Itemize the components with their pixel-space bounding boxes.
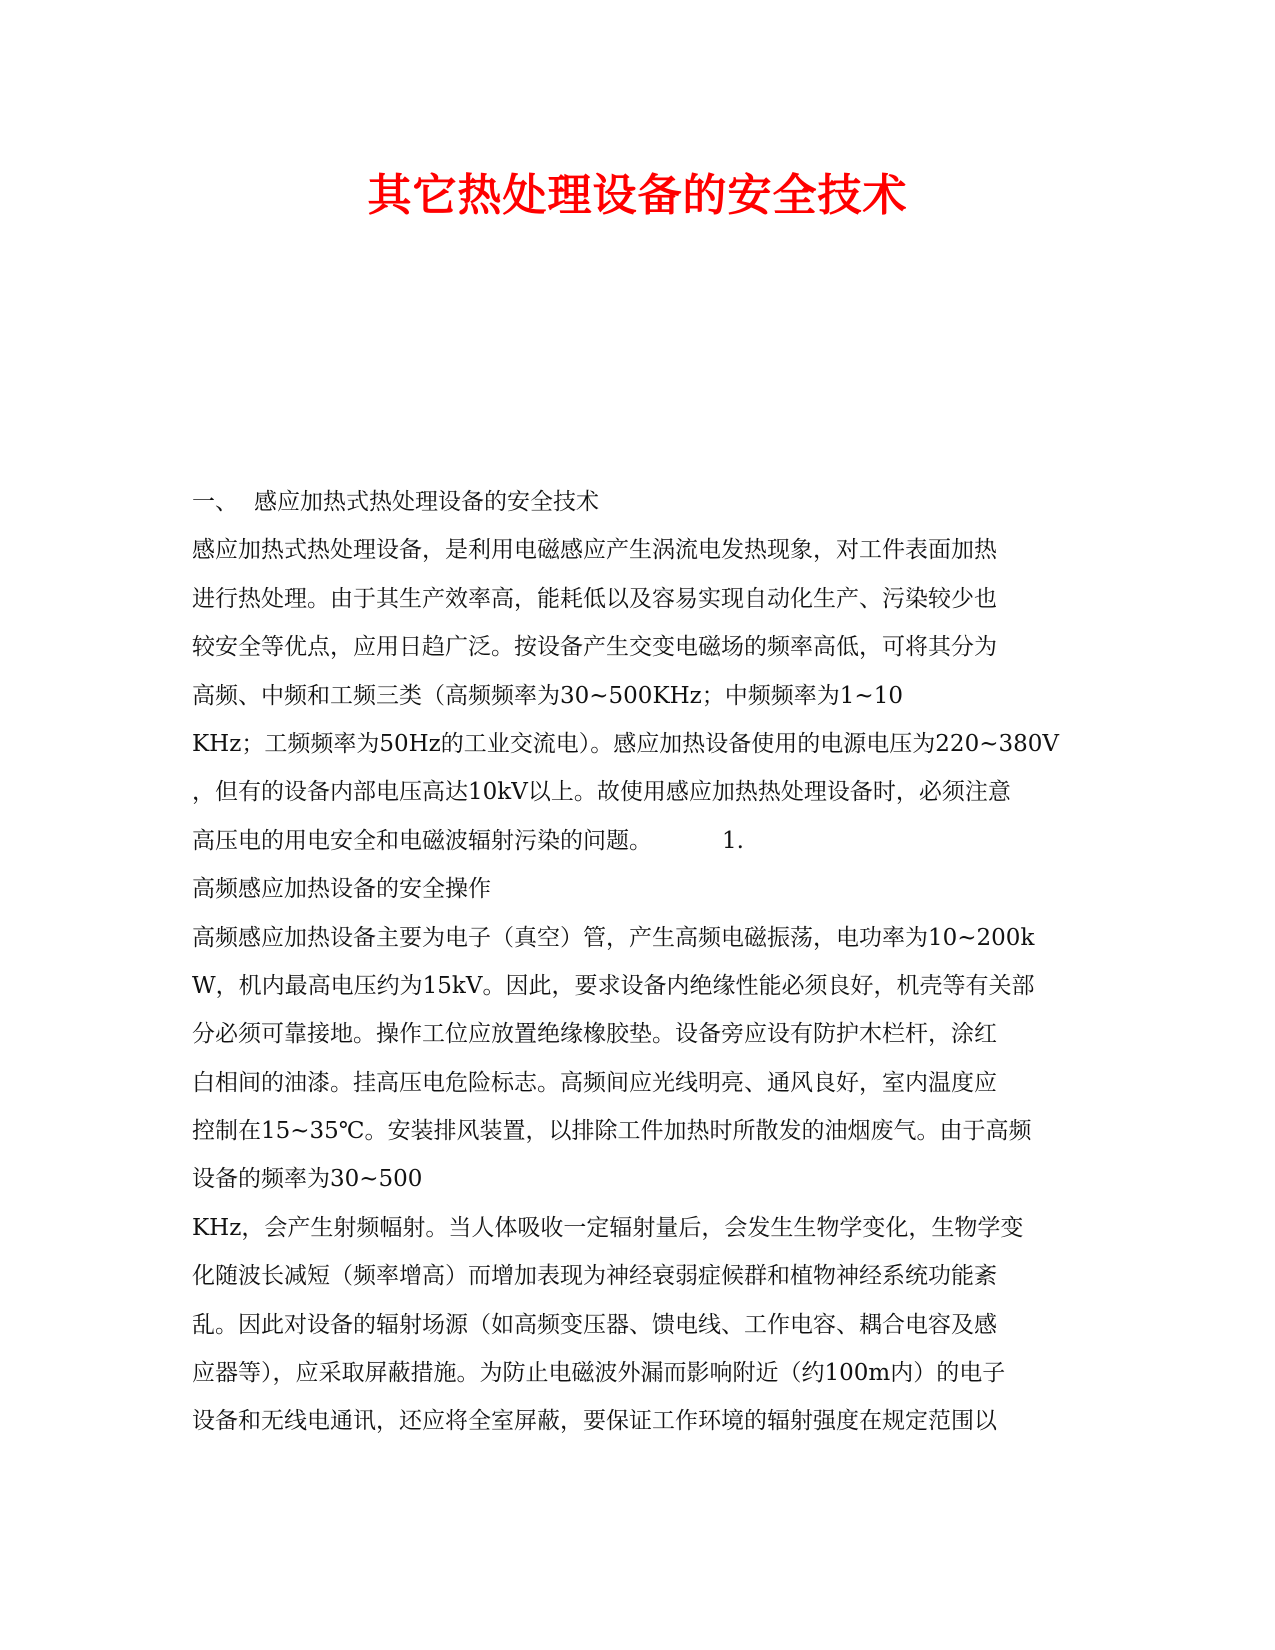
body-line: 进行热处理。由于其生产效率高，能耗低以及容易实现自动化生产、污染较少也: [192, 585, 997, 612]
body-line: 乱。因此对设备的辐射场源（如高频变压器、馈电线、工作电容、耦合电容及感: [192, 1311, 997, 1338]
subheading: 高频感应加热设备的安全操作: [192, 876, 491, 903]
body-line: 白相间的油漆。挂高压电危险标志。高频间应光线明亮、通风良好，室内温度应: [192, 1069, 997, 1096]
body-line: 设备的频率为30~500: [192, 1166, 423, 1193]
body-line: 分必须可靠接地。操作工位应放置绝缘橡胶垫。设备旁应设有防护木栏杆，涂红: [192, 1021, 997, 1048]
body-line: 感应加热式热处理设备，是利用电磁感应产生涡流电发热现象，对工件表面加热: [192, 537, 997, 564]
body-line: W，机内最高电压约为15kV。因此，要求设备内绝缘性能必须良好，机壳等有关部: [192, 972, 1035, 999]
body-line: 应器等），应采取屏蔽措施。为防止电磁波外漏而影响附近（约100m内）的电子: [192, 1360, 1006, 1387]
document-body: [192, 478, 1082, 1446]
document-title: 其它热处理设备的安全技术: [367, 170, 908, 221]
body-line-text: 高压电的用电安全和电磁波辐射污染的问题。: [192, 827, 652, 854]
section-heading-text: 感应加热式热处理设备的安全技术: [254, 489, 599, 515]
body-line: 化随波长减短（频率增高）而增加表现为神经衰弱症候群和植物神经系统功能紊: [192, 1263, 997, 1290]
section-number: 一、: [192, 489, 238, 515]
body-line: 较安全等优点，应用日趋广泛。按设备产生交变电磁场的频率高低，可将其分为: [192, 634, 997, 661]
body-line: ，但有的设备内部电压高达10kV以上。故使用感应加热热处理设备时，必须注意: [192, 779, 1011, 806]
body-line: 高频、中频和工频三类（高频频率为30~500KHz；中频频率为1~10: [192, 682, 903, 709]
section-heading: [192, 478, 1082, 526]
list-marker: 1.: [722, 827, 744, 854]
body-line: KHz，会产生射频幅射。当人体吸收一定辐射量后，会发生生物学变化，生物学变: [192, 1214, 1024, 1241]
body-line: [192, 817, 1082, 865]
body-line: 高频感应加热设备主要为电子（真空）管，产生高频电磁振荡，电功率为10~200k: [192, 924, 1035, 951]
body-line: 控制在15~35℃。安装排风装置，以排除工件加热时所散发的油烟废气。由于高频: [192, 1118, 1032, 1145]
body-line: KHz；工频频率为50Hz的工业交流电）。感应加热设备使用的电源电压为220~380V: [192, 730, 1059, 757]
body-line: 设备和无线电通讯，还应将全室屏蔽，要保证工作环境的辐射强度在规定范围以: [192, 1408, 997, 1435]
